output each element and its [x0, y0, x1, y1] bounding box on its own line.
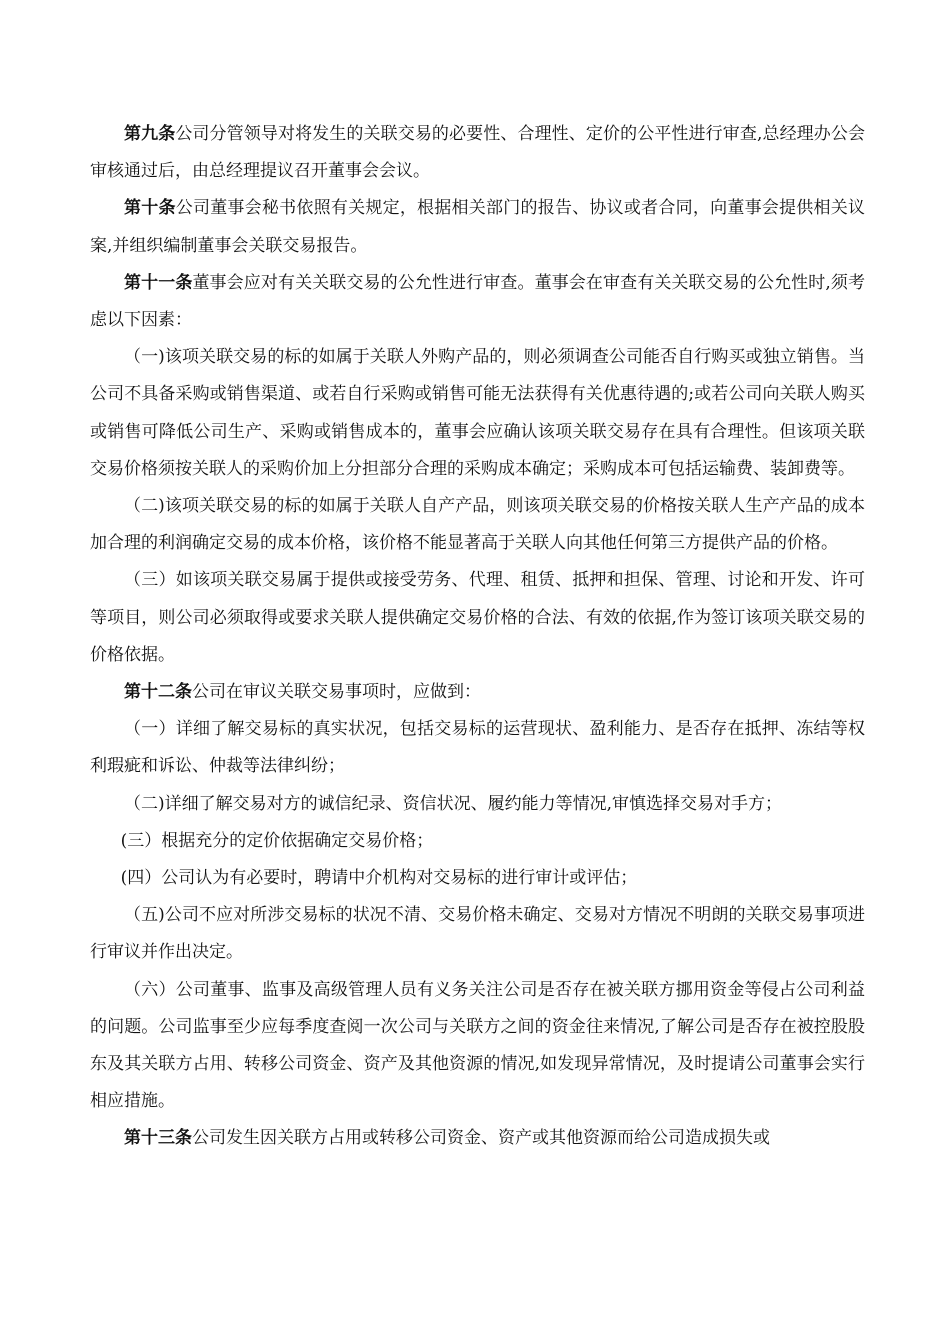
- item-text: (三）根据充分的定价依据确定交易价格；: [120, 830, 434, 851]
- item-text: （二)该项关联交易的标的如属于关联人自产产品，则该项关联交易的价格按关联人生产产品的成本加合理的利润确定交易的成本价格，该价格不能显著高于关联人向其他任何第三方提供产品的价格。: [90, 496, 865, 554]
- item-text: (四）公司认为有必要时，聘请中介机构对交易标的进行审计或评估；: [120, 868, 638, 889]
- article-11-item-1: [90, 339, 865, 488]
- article-text: 公司发生因关联方占用或转移公司资金、资产或其他资源而给公司造成损失或: [192, 1128, 770, 1149]
- item-text: （一）详细了解交易标的真实状况，包括交易标的运营现状、盈利能力、是否存在抵押、冻结等权利瑕疵和诉讼、仲裁等法律纠纷；: [90, 719, 865, 777]
- article-9-paragraph: [90, 116, 865, 190]
- article-13-paragraph: [90, 1120, 865, 1157]
- article-12-item-5: [90, 897, 865, 971]
- article-heading: 第十二条: [124, 682, 192, 703]
- article-12-item-3: [90, 823, 865, 860]
- item-text: （五)公司不应对所涉交易标的状况不清、交易价格未确定、交易对方情况不明朗的关联交易事项进行审议并作出决定。: [90, 905, 865, 963]
- article-10-paragraph: [90, 190, 865, 264]
- article-12-item-6: [90, 972, 865, 1121]
- article-12-item-2: [90, 786, 865, 823]
- article-12-item-4: [90, 860, 865, 897]
- article-text: 董事会应对有关关联交易的公允性进行审查。董事会在审查有关关联交易的公允性时,须考虑以下因素：: [90, 272, 866, 331]
- article-11-item-2: [90, 488, 865, 562]
- article-heading: 第十一条: [124, 272, 193, 293]
- document-page: [90, 116, 865, 1158]
- article-heading: 第十三条: [124, 1128, 192, 1149]
- article-11-item-3: [90, 562, 865, 674]
- article-text: 公司分管领导对将发生的关联交易的必要性、合理性、定价的公平性进行审查,总经理办公会审核通过后，由总经理提议召开董事会会议。: [90, 124, 866, 182]
- article-12-paragraph: [90, 674, 865, 711]
- item-text: （六）公司董事、监事及高级管理人员有义务关注公司是否存在被关联方挪用资金等侵占公司利益的问题。公司监事至少应每季度查阅一次公司与关联方之间的资金往来情况,了解公司是否存在被控股股东及其关联方占用、转移公司资金、资产及其他资源的情况,如发现异常情况，及时提请公司董事会实行相应措施。: [90, 979, 865, 1112]
- item-text: （二)详细了解交易对方的诚信纪录、资信状况、履约能力等情况,审慎选择交易对手方；: [124, 793, 783, 814]
- item-text: （三）如该项关联交易属于提供或接受劳务、代理、租赁、抵押和担保、管理、讨论和开发、许可等项目，则公司必须取得或要求关联人提供确定交易价格的合法、有效的依据,作为签订该项关联交易的价格依据。: [90, 570, 865, 665]
- article-heading: 第九条: [124, 124, 176, 144]
- article-11-paragraph: [90, 265, 865, 339]
- article-heading: 第十条: [124, 198, 176, 219]
- article-text: 公司在审议关联交易事项时，应做到：: [192, 682, 481, 703]
- item-text: （一)该项关联交易的标的如属于关联人外购产品的，则必须调查公司能否自行购买或独立销售。当公司不具备采购或销售渠道、或若自行采购或销售可能无法获得有关优惠待遇的;或若公司向关联人购买或销售可降低公司生产、采购或销售成本的，董事会应确认该项关联交易存在具有合理性。但该项关联交易价格须按关联人的采购价加上分担部分合理的采购成本确定；采购成本可包括运输费、装卸费等。: [90, 347, 865, 479]
- article-12-item-1: [90, 711, 865, 785]
- article-text: 公司董事会秘书依照有关规定，根据相关部门的报告、协议或者合同，向董事会提供相关议案,并组织编制董事会关联交易报告。: [90, 198, 866, 256]
